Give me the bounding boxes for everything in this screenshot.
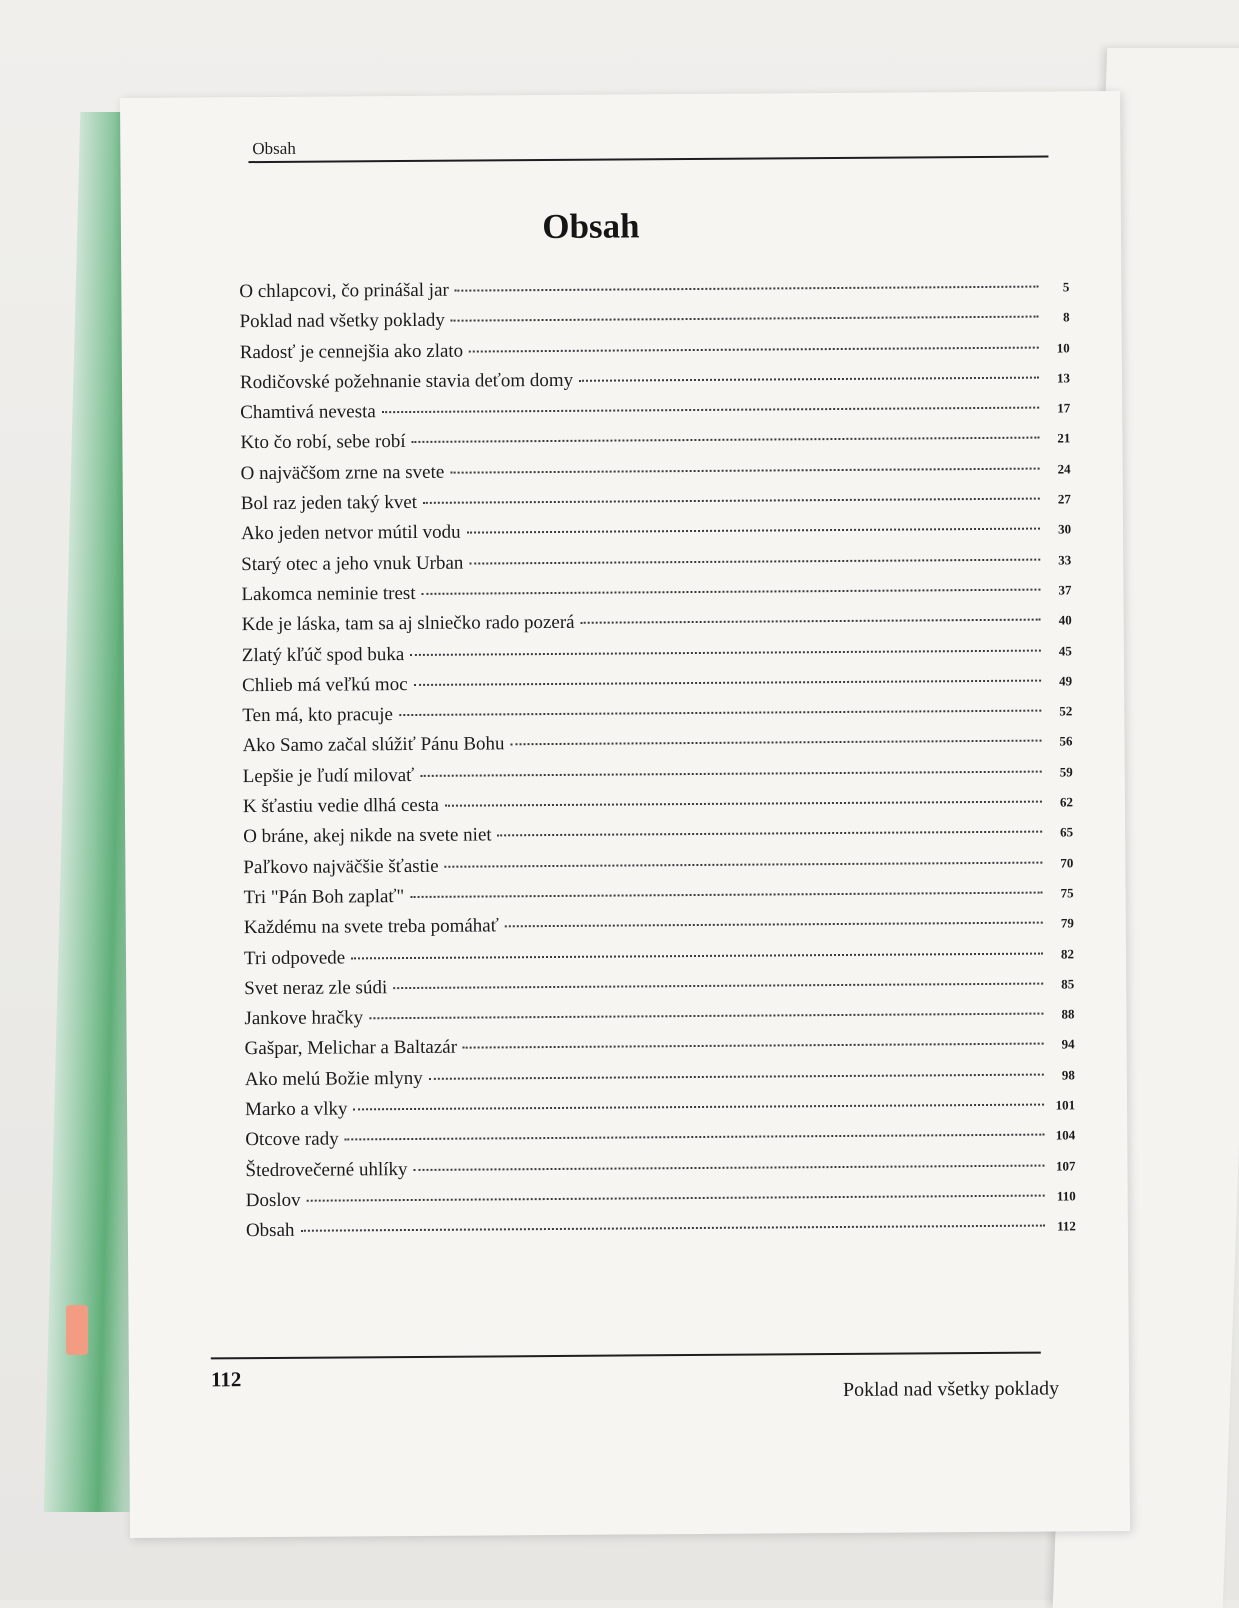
dot-leader (410, 892, 1042, 898)
dot-leader (450, 467, 1039, 473)
table-of-contents (239, 275, 1076, 1250)
toc-entry-page: 98 (1061, 1067, 1075, 1083)
toc-entry-page: 59 (1059, 764, 1073, 780)
toc-entry-page: 33 (1058, 552, 1072, 568)
toc-entry-title: Svet neraz zle súdi (244, 976, 388, 999)
toc-entry-title: Obsah (245, 1220, 295, 1242)
toc-entry-page: 27 (1057, 491, 1071, 507)
toc-entry-title: Rodičovské požehnanie stavia deťom domy (239, 369, 574, 394)
dot-leader (307, 1194, 1045, 1201)
toc-entry-title: Poklad nad všetky poklady (239, 310, 445, 333)
toc-entry-page: 112 (1057, 1218, 1076, 1234)
toc-entry-page: 56 (1059, 733, 1073, 749)
dot-leader (463, 1043, 1044, 1049)
dot-leader (414, 679, 1041, 685)
dot-leader (399, 710, 1041, 716)
toc-entry-title: Každému na svete treba pomáhať (243, 915, 499, 939)
toc-entry (246, 1215, 1076, 1251)
dot-leader (429, 1073, 1044, 1079)
dot-leader (353, 1104, 1044, 1111)
toc-entry-title: Jankove hračky (244, 1007, 364, 1030)
dot-leader (467, 528, 1040, 534)
dot-leader (505, 922, 1043, 928)
toc-entry-page: 75 (1060, 885, 1074, 901)
toc-entry-page: 82 (1060, 945, 1075, 961)
toc-entry-title: Ako Samo začal slúžiť Pánu Bohu (242, 733, 505, 757)
toc-entry-page: 85 (1061, 976, 1075, 992)
toc-entry-title: Kde je láska, tam sa aj slniečko rado pozerá (241, 612, 575, 636)
dot-leader (451, 316, 1039, 322)
dot-leader (410, 649, 1041, 655)
dot-leader (393, 982, 1043, 989)
toc-entry-title: Lakomca neminie trest (241, 582, 416, 606)
toc-entry-page: 10 (1056, 339, 1070, 356)
footer-rule (211, 1352, 1041, 1360)
dot-leader (420, 770, 1041, 776)
toc-entry-page: 107 (1055, 1157, 1076, 1174)
dot-leader (345, 1134, 1045, 1141)
toc-entry-title: Bol raz jeden taký kvet (240, 492, 418, 515)
toc-entry-title: Marko a vlky (244, 1098, 348, 1121)
toc-entry-page: 21 (1057, 430, 1071, 446)
dot-leader (469, 346, 1039, 352)
toc-entry-title: Zlatý kľúč spod buka (241, 643, 405, 666)
toc-entry-title: Ako jeden netvor mútil vodu (240, 522, 461, 545)
dot-leader (413, 1164, 1044, 1170)
dot-leader (455, 286, 1039, 292)
toc-entry-page: 24 (1057, 461, 1071, 477)
dot-leader (510, 740, 1041, 746)
toc-entry-title: Tri odpovede (243, 946, 346, 969)
toc-entry-title: Chlieb má veľkú moc (242, 673, 408, 697)
toc-entry-title: O chlapcovi, čo prinášal jar (239, 279, 449, 303)
toc-entry-page: 62 (1059, 794, 1073, 810)
dot-leader (579, 376, 1039, 381)
header-rule (248, 156, 1048, 164)
toc-entry-title: Chamtivá nevesta (240, 401, 376, 424)
page-title: Obsah (542, 206, 640, 247)
toc-entry-page: 8 (1063, 309, 1070, 325)
dot-leader (351, 952, 1043, 959)
toc-entry-page: 79 (1060, 915, 1074, 931)
toc-entry-title: Doslov (245, 1189, 301, 1212)
toc-entry-title: Tri "Pán Boh zaplať" (243, 885, 405, 909)
toc-entry-page: 5 (1062, 279, 1070, 295)
book-page (120, 91, 1130, 1538)
toc-entry-title: O bráne, akej nikde na svete niet (243, 824, 492, 848)
toc-entry-page: 52 (1059, 703, 1073, 719)
toc-entry-title: K šťastiu vedie dlhá cesta (242, 794, 439, 818)
toc-entry-page: 88 (1061, 1006, 1075, 1022)
toc-entry-title: Štedrovečerné uhlíky (245, 1158, 408, 1181)
dot-leader (445, 861, 1043, 867)
page-number: 112 (210, 1367, 242, 1392)
book-title: Poklad nad všetky poklady (842, 1377, 1060, 1401)
toc-entry-page: 101 (1055, 1097, 1076, 1113)
toc-entry-title: Otcove rady (245, 1128, 339, 1151)
toc-entry-title: Paľkovo najväčšie šťastie (243, 855, 439, 878)
toc-entry-title: Lepšie je ľudí milovať (242, 764, 415, 787)
dot-leader (369, 1013, 1043, 1020)
toc-entry-title: Radosť je cennejšia ako zlato (239, 340, 464, 363)
toc-entry-page: 94 (1061, 1036, 1075, 1052)
toc-entry-page: 13 (1056, 370, 1071, 386)
dot-leader (581, 619, 1041, 624)
dot-leader (423, 498, 1040, 504)
dot-leader (382, 407, 1039, 414)
toc-entry-title: Ako melú Božie mlyny (244, 1067, 423, 1090)
dot-leader (422, 589, 1041, 595)
toc-entry-title: O najväčšom zrne na svete (240, 461, 445, 484)
toc-entry-page: 65 (1060, 824, 1074, 840)
toc-entry-page: 17 (1057, 400, 1071, 416)
toc-entry-page: 45 (1058, 642, 1072, 659)
toc-entry-title: Ten má, kto pracuje (242, 704, 393, 727)
toc-entry-page: 37 (1058, 582, 1072, 598)
toc-entry-page: 30 (1057, 521, 1072, 537)
toc-entry-title: Kto čo robí, sebe robí (240, 431, 406, 454)
toc-entry-page: 110 (1056, 1188, 1076, 1204)
toc-entry-page: 49 (1059, 673, 1073, 689)
dot-leader (300, 1225, 1044, 1232)
dot-leader (469, 558, 1040, 564)
cover-accent (66, 1305, 88, 1355)
toc-entry-page: 104 (1055, 1127, 1076, 1143)
toc-entry-title: Starý otec a jeho vnuk Urban (241, 552, 464, 575)
dot-leader (445, 801, 1042, 807)
toc-entry-page: 70 (1060, 855, 1074, 871)
dot-leader (412, 437, 1040, 443)
toc-entry-page: 40 (1058, 612, 1072, 628)
toc-entry-title: Gašpar, Melichar a Baltazár (244, 1037, 458, 1060)
dot-leader (498, 831, 1043, 837)
running-header: Obsah (252, 138, 296, 159)
